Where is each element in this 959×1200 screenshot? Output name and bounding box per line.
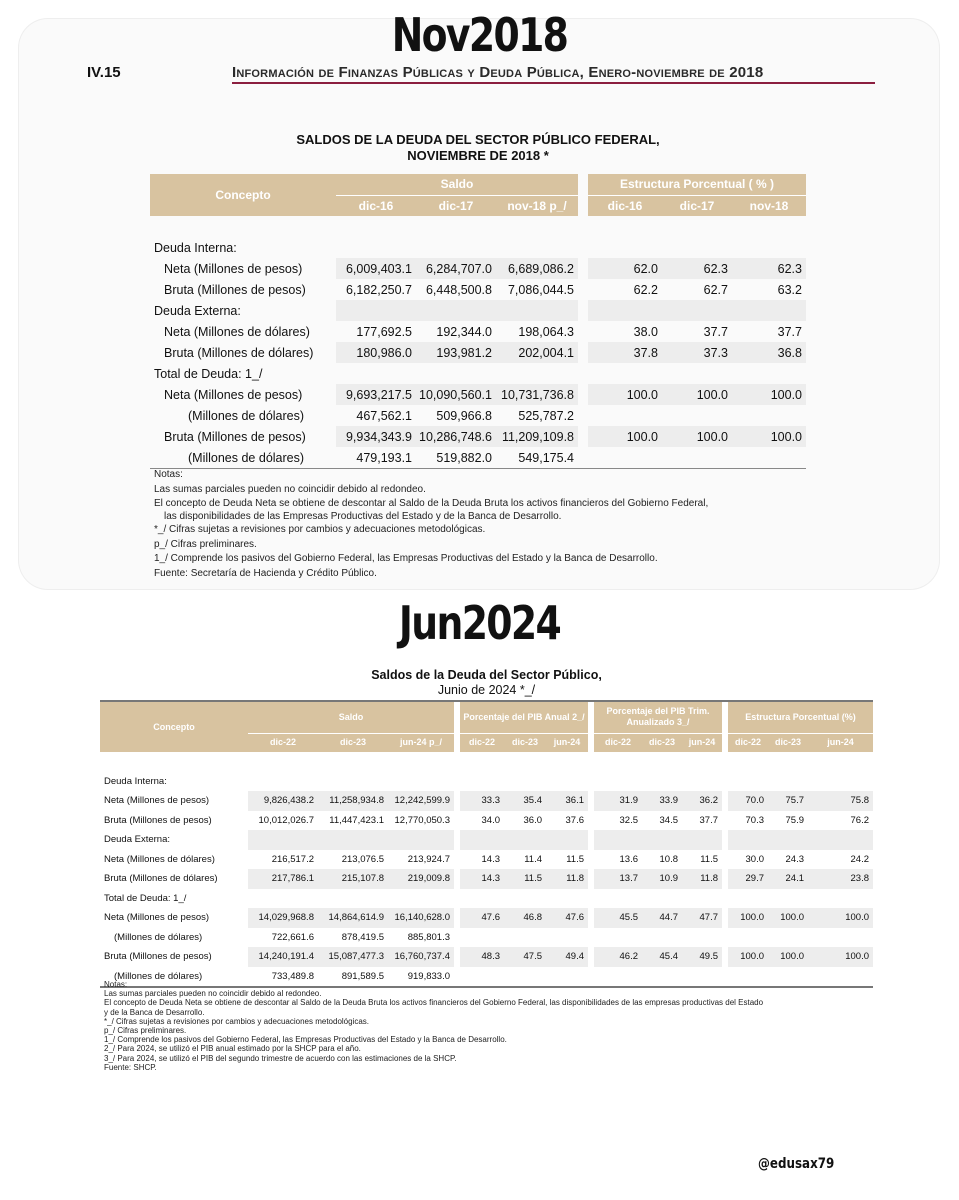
cell: 62.2 [633,282,658,297]
col-header: dic-22 [594,733,642,752]
cell: 12,770,050.3 [394,814,450,826]
cell: 36.2 [682,791,722,811]
cell [388,830,454,850]
cell: 34.0 [481,814,500,826]
cell: 11,447,423.1 [329,814,384,826]
header-concepto: Concepto [150,174,336,216]
cell [732,237,806,258]
author-handle: @edusax79 [758,1156,835,1172]
cell: 30.0 [745,853,764,865]
cell: 180,986.0 [336,342,416,363]
cell: 213,076.5 [341,853,384,865]
cell [768,830,808,850]
row-label: Bruta (Millones de pesos) [164,429,306,444]
cell [416,300,496,321]
table-row [100,791,873,811]
cell [588,363,662,384]
cell [594,830,642,850]
col-header: nov-18 [732,195,806,216]
cell: 47.6 [546,908,588,928]
cell [546,889,588,909]
row-label: Bruta (Millones de dólares) [164,345,314,360]
cell [682,772,722,792]
cell [588,237,662,258]
note-line: Las sumas parciales pueden no coincidir debido al redondeo. [104,989,322,999]
cell: 14.3 [481,853,500,865]
table-nov2018 [150,174,806,469]
cell: 9,826,438.2 [248,791,318,811]
cell [546,830,588,850]
row-label: (Millones de dólares) [114,931,203,943]
cell [588,300,662,321]
cell [496,237,578,258]
cell: 37.7 [703,324,728,339]
cell: 100.0 [588,384,662,405]
cell: 100.0 [588,426,662,447]
table-row [150,237,806,258]
page-header-title: Información de Finanzas Públicas y Deuda Pública, Enero-noviembre de 2018 [232,64,764,81]
row-label: Neta (Millones de pesos) [164,387,303,402]
cell [248,772,318,792]
col-header: jun-24 [546,733,588,752]
note-line: Notas: [104,980,128,989]
notes-nov2018 [154,468,814,581]
cell [732,447,806,469]
header-rule [232,82,875,84]
cell: 11.4 [524,853,542,865]
table-row [100,830,873,850]
cell: 100.0 [732,384,806,405]
cell: 6,689,086.2 [496,258,578,279]
page-header [0,64,959,88]
cell: 24.2 [850,853,869,865]
table-row [150,300,806,321]
table-row [150,384,806,405]
cell: 15,087,477.3 [318,947,388,967]
note-line: El concepto de Deuda Neta se obtiene de descontar al Saldo de la Deuda Bruta los activos financieros del Gobierno Federal, [154,498,709,509]
cell: 9,934,343.9 [336,426,416,447]
cell: 213,924.7 [407,853,450,865]
cell: 13.7 [594,869,642,889]
cell [496,363,578,384]
cell: 37.8 [588,342,662,363]
cell [728,830,768,850]
cell: 35.4 [504,791,546,811]
cell: 33.9 [642,791,682,811]
col-header: dic-16 [588,195,662,216]
row-label: Neta (Millones de pesos) [164,261,303,276]
cell [318,830,388,850]
note-line: *_/ Cifras sujetas a revisiones por cambios y adecuaciones metodológicas. [154,524,486,535]
cell: 215,107.8 [318,869,388,889]
col-header: nov-18 p_/ [496,195,578,216]
cell [460,928,504,948]
table-row [150,342,806,363]
cell: 37.7 [777,324,802,339]
cell [594,928,642,948]
cell: 34.5 [659,814,678,826]
cell: 100.0 [728,908,768,928]
cell: 11,209,109.8 [496,426,578,447]
note-line: El concepto de Deuda Neta se obtiene de descontar al Saldo de la Deuda Bruta los activos financieros del Gobierno Federal, las disponibilidades de las empresas productivas del Estado [104,998,764,1008]
cell: 29.7 [728,869,768,889]
cell [594,772,642,792]
cell: 32.5 [619,814,638,826]
cell [768,889,808,909]
cell: 14,029,968.8 [248,908,318,928]
note-line: 2_/ Para 2024, se utilizó el PIB anual estimado por la SHCP para el año. [104,1044,361,1054]
table-row [100,908,873,928]
cell: 37.7 [699,814,718,826]
cell: 14,240,191.4 [248,947,318,967]
header-concepto: Concepto [100,701,248,752]
cell: 11.8 [682,869,722,889]
col-header: dic-23 [768,733,808,752]
table-row [100,869,873,889]
table-row [100,889,873,909]
cell [642,928,682,948]
cell: 509,966.8 [436,408,492,423]
cell [732,405,806,426]
table-row [150,405,806,426]
cell: 216,517.2 [271,853,314,865]
cell: 100.0 [808,947,873,967]
cell: 7,086,044.5 [507,282,574,297]
cell: 519,882.0 [436,450,492,465]
cell: 75.8 [808,791,873,811]
cell: 62.7 [703,282,728,297]
cell: 14.3 [460,869,504,889]
cell [588,447,662,469]
cell: 46.8 [504,908,546,928]
cell: 100.0 [768,947,808,967]
cell: 45.4 [642,947,682,967]
cell: 100.0 [662,384,732,405]
cell: 177,692.5 [356,324,412,339]
col-header: dic-23 [318,733,388,752]
cell [248,889,318,909]
table-row [100,928,873,948]
cell: 479,193.1 [356,450,412,465]
col-header: dic-22 [248,733,318,752]
cell: 878,419.5 [341,931,384,943]
cell: 62.3 [732,258,806,279]
cell [416,237,496,258]
cell: 193,981.2 [416,342,496,363]
row-label: Deuda Interna: [104,775,167,787]
table-row [150,363,806,384]
header-saldo: Saldo [248,701,454,733]
cell: 31.9 [594,791,642,811]
cell [496,300,578,321]
row-label: Deuda Externa: [104,834,171,846]
cell: 47.5 [504,947,546,967]
note-line: Las sumas parciales pueden no coincidir debido al redondeo. [154,483,426,495]
cell: 36.8 [732,342,806,363]
cell: 100.0 [808,908,873,928]
cell [546,928,588,948]
cell: 47.7 [682,908,722,928]
cell [732,300,806,321]
col-header: dic-23 [642,733,682,752]
table-row [150,447,806,469]
cell: 36.1 [546,791,588,811]
cell: 9,693,217.5 [336,384,416,405]
cell: 10,012,026.7 [258,814,314,826]
cell: 6,182,250.7 [345,282,412,297]
cell: 6,448,500.8 [425,282,492,297]
row-label: Neta (Millones de pesos) [104,795,210,807]
cell: 33.3 [460,791,504,811]
cell: 36.0 [523,814,542,826]
cell [642,772,682,792]
note-line: *_/ Cifras sujetas a revisiones por cambios y adecuaciones metodológicas. [104,1016,370,1026]
cell: 198,064.3 [518,324,574,339]
col-header: dic-22 [460,733,504,752]
cell [662,405,732,426]
cell: 100.0 [662,426,732,447]
cell: 6,009,403.1 [336,258,416,279]
cell: 70.3 [745,814,764,826]
cell [594,889,642,909]
cell [808,772,873,792]
table-row [150,321,806,342]
row-label: Deuda Externa: [154,303,241,318]
cell: 919,833.0 [407,970,450,982]
note-line: 1_/ Comprende los pasivos del Gobierno Federal, las Empresas Productivas del Estado y la Banca de Desarrollo. [104,1035,507,1045]
cell [504,772,546,792]
cell: 44.7 [642,908,682,928]
cell: 11.5 [504,869,546,889]
cell [504,830,546,850]
col-header: dic-17 [662,195,732,216]
row-label: (Millones de dólares) [188,408,305,423]
cell: 10.9 [642,869,682,889]
header-saldo: Saldo [336,174,578,195]
cell [768,772,808,792]
row-label: Bruta (Millones de pesos) [104,951,212,963]
cell: 11.5 [566,853,584,865]
cell: 6,284,707.0 [416,258,496,279]
cell: 37.3 [662,342,732,363]
cell [662,237,732,258]
cell [642,889,682,909]
cell: 100.0 [768,908,808,928]
table-jun2024 [100,700,873,988]
cell: 16,760,737.4 [388,947,454,967]
cell [682,889,722,909]
col-header: dic-22 [728,733,768,752]
table2-title: Saldos de la Deuda del Sector Público, Junio de 2024 *_/ [371,668,602,697]
row-label: (Millones de dólares) [114,970,203,982]
cell: 467,562.1 [356,408,412,423]
cell: 49.5 [682,947,722,967]
cell: 722,661.6 [271,931,314,943]
cell: 46.2 [594,947,642,967]
cell: 100.0 [732,426,806,447]
cell [808,889,873,909]
cell: 10,286,748.6 [416,426,496,447]
note-line: Fuente: SHCP. [104,1062,157,1072]
table-row [150,279,806,300]
cell: 49.4 [546,947,588,967]
cell [682,830,722,850]
row-label: Total de Deuda: 1_/ [154,366,263,381]
cell [662,447,732,469]
note-line: p_/ Cifras preliminares. [104,1026,187,1036]
cell: 47.6 [460,908,504,928]
header-estructura: Estructura Porcentual (%) [728,701,873,733]
header-pib-anual: Porcentaje del PIB Anual 2_/ [460,701,588,733]
cell [768,928,808,948]
cell: 12,242,599.9 [388,791,454,811]
cell [460,772,504,792]
cell: 62.0 [588,258,662,279]
cell: 891,589.5 [341,970,384,982]
cell: 62.3 [662,258,732,279]
cell [808,928,873,948]
cell: 13.6 [619,853,638,865]
cell: 16,140,628.0 [388,908,454,928]
note-line: las disponibilidades de las Empresas Productivas del Estado y de la Banca de Desarrollo. [164,511,562,522]
note-line: Notas: [154,469,183,480]
col-header: dic-16 [336,195,416,216]
col-header: dic-23 [504,733,546,752]
cell [504,889,546,909]
cell: 217,786.1 [248,869,318,889]
note-line: p_/ Cifras preliminares. [154,538,257,550]
cell [728,928,768,948]
table-row [100,811,873,831]
table-row [150,258,806,279]
table-row [150,426,806,447]
cell [318,772,388,792]
col-header: dic-17 [416,195,496,216]
cell: 23.8 [808,869,873,889]
table-row [100,947,873,967]
cell: 37.6 [565,814,584,826]
table-row [100,772,873,792]
cell [808,830,873,850]
cell [388,772,454,792]
cell: 63.2 [777,282,802,297]
cell: 733,489.8 [271,970,314,982]
header-pib-trim: Porcentaje del PIB Trim. Anualizado 3_/ [594,701,722,733]
cell [318,889,388,909]
cell: 11,258,934.8 [318,791,388,811]
row-label: Total de Deuda: 1_/ [104,892,187,904]
row-label: Bruta (Millones de pesos) [164,282,306,297]
nov2018-title: Nov2018 [391,8,568,62]
note-line: 3_/ Para 2024, se utilizó el PIB del segundo trimestre de acuerdo con las estimaciones de la SHCP. [104,1053,457,1063]
cell: 75.9 [785,814,804,826]
cell [460,889,504,909]
cell: 202,004.1 [496,342,578,363]
cell [504,928,546,948]
cell [662,300,732,321]
notes-jun2024 [104,980,876,1072]
cell [248,830,318,850]
cell: 48.3 [460,947,504,967]
cell: 24.3 [785,853,804,865]
cell [336,363,416,384]
jun2024-title: Jun2024 [398,596,561,650]
cell: 76.2 [850,814,869,826]
cell [682,928,722,948]
cell [642,830,682,850]
cell: 70.0 [728,791,768,811]
cell: 10.8 [659,853,678,865]
row-label: Bruta (Millones de dólares) [104,873,218,885]
row-label: Neta (Millones de dólares) [164,324,310,339]
col-header: jun-24 [682,733,722,752]
cell: 24.1 [768,869,808,889]
row-label: Neta (Millones de pesos) [104,912,210,924]
cell: 219,009.8 [388,869,454,889]
cell: 192,344.0 [436,324,492,339]
cell: 38.0 [633,324,658,339]
cell: 11.8 [546,869,588,889]
cell: 100.0 [728,947,768,967]
row-label: (Millones de dólares) [188,450,305,465]
table1-title: SALDOS DE LA DEUDA DEL SECTOR PÚBLICO FEDERAL, NOVIEMBRE DE 2018 * [296,132,660,163]
cell [460,830,504,850]
row-label: Bruta (Millones de pesos) [104,814,212,826]
cell [336,237,416,258]
cell [728,889,768,909]
col-header: jun-24 [808,733,873,752]
cell: 10,090,560.1 [416,384,496,405]
cell: 11.5 [700,853,718,865]
cell [662,363,732,384]
page-number: IV.15 [87,64,121,81]
col-header: jun-24 p_/ [388,733,454,752]
header-estructura: Estructura Porcentual ( % ) [588,174,806,195]
cell: 549,175.4 [518,450,574,465]
note-line: y de la Banca de Desarrollo. [104,1007,205,1017]
cell: 885,801.3 [407,931,450,943]
cell: 45.5 [594,908,642,928]
cell [732,363,806,384]
cell: 10,731,736.8 [496,384,578,405]
cell [546,772,588,792]
row-label: Deuda Interna: [154,240,237,255]
cell: 525,787.2 [518,408,574,423]
row-label: Neta (Millones de dólares) [104,853,215,865]
note-line: Fuente: Secretaría de Hacienda y Crédito Público. [154,567,377,579]
note-line: 1_/ Comprende los pasivos del Gobierno Federal, las Empresas Productivas del Estado y la Banca de Desarrollo. [154,553,658,564]
cell [416,363,496,384]
table-row [100,850,873,870]
cell [336,300,416,321]
cell [588,405,662,426]
cell [388,889,454,909]
cell: 14,864,614.9 [318,908,388,928]
cell [728,772,768,792]
cell: 75.7 [768,791,808,811]
